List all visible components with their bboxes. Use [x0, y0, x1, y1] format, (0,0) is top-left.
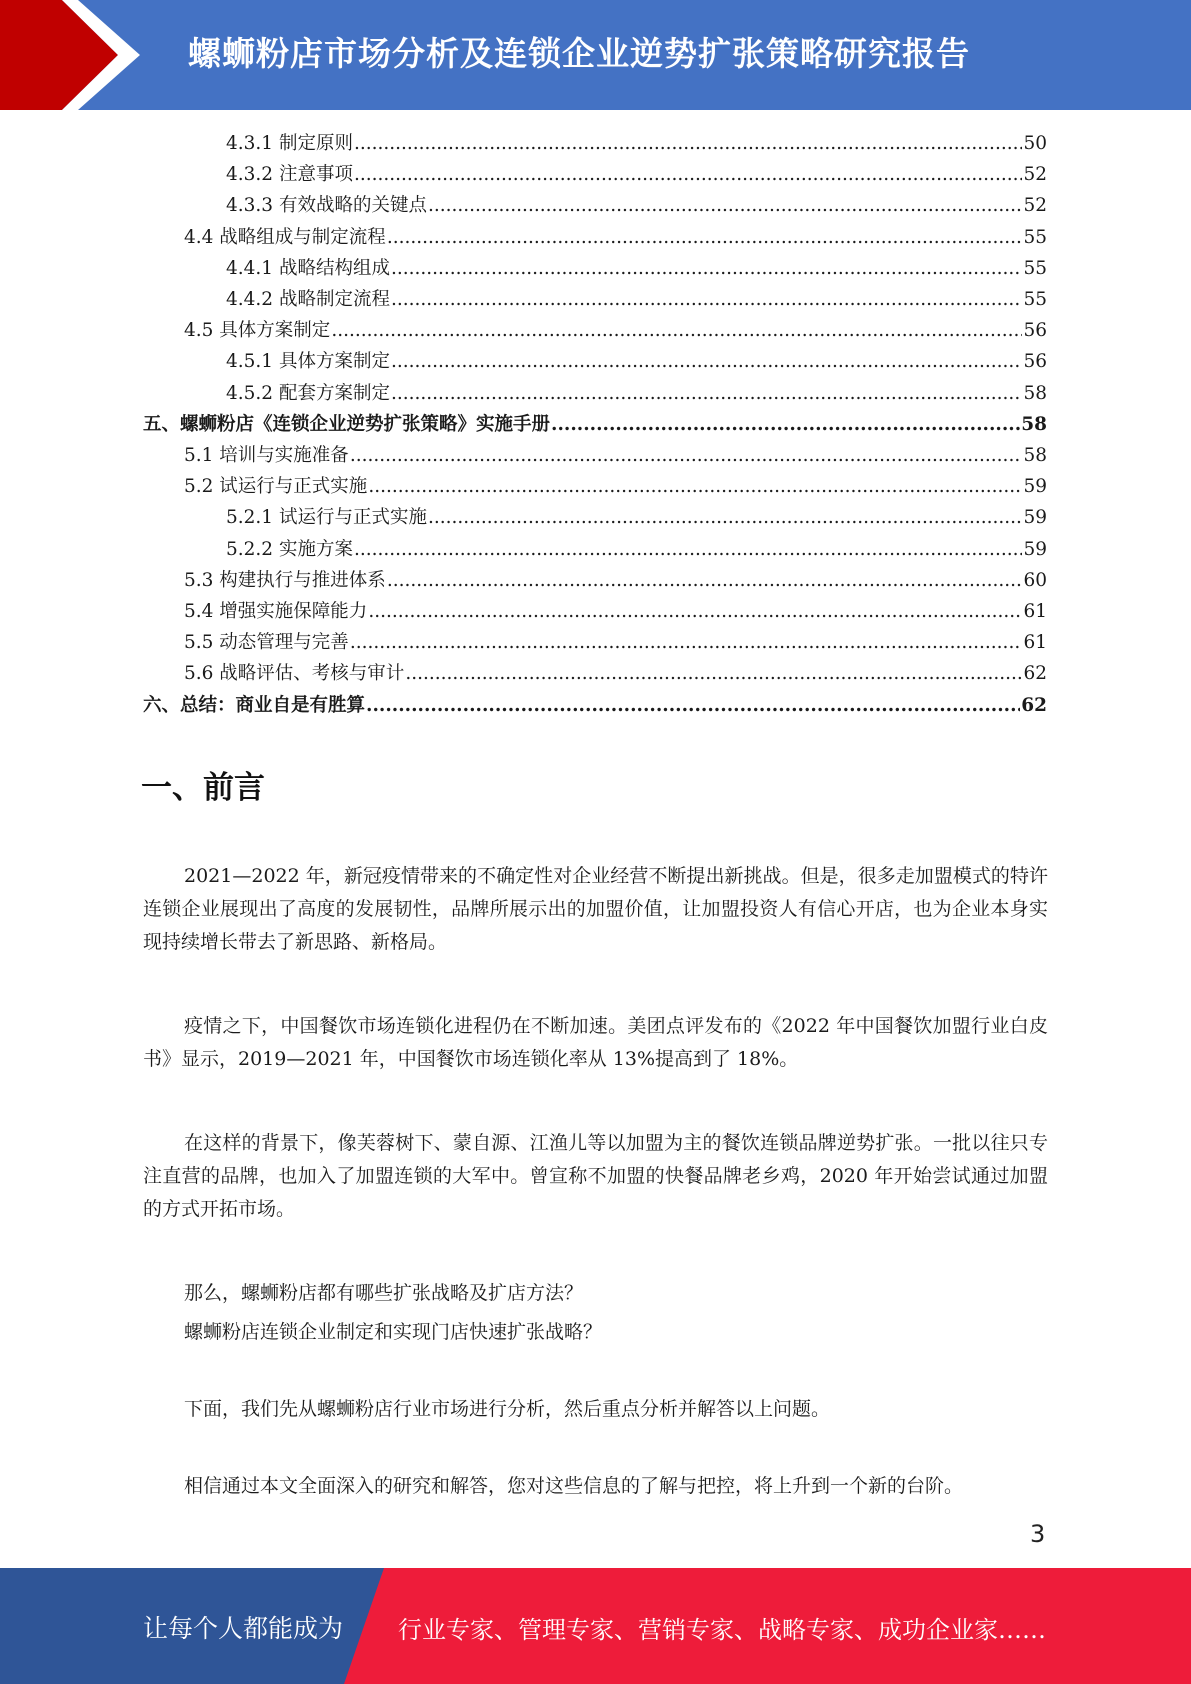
toc-entry[interactable] — [226, 190, 1047, 221]
toc-entry-label: 4.3.2 注意事项 — [226, 164, 353, 186]
toc-leader-dots — [368, 596, 1022, 627]
toc-entry-label: 5.4 增强实施保障能力 — [184, 601, 368, 622]
closing-line-2: 相信通过本文全面深入的研究和解答，您对这些信息的了解与把控，将上升到一个新的台阶。 — [184, 1475, 964, 1497]
toc-entry-label: 5.2 试运行与正式实施 — [184, 476, 368, 498]
toc-entry-page: 52 — [1023, 195, 1047, 217]
toc-entry-page: 59 — [1023, 538, 1047, 560]
toc-entry-label: 4.4.1 战略结构组成 — [226, 257, 390, 279]
section-heading: 一、前言 — [141, 770, 265, 806]
toc-leader-dots — [331, 315, 1022, 346]
toc-entry[interactable] — [184, 471, 1047, 502]
toc-entry-label: 4.4 战略组成与制定流程 — [184, 226, 386, 248]
toc-entry-page: 62 — [1021, 694, 1047, 716]
footer-slogan-right: 行业专家、管理专家、营销专家、战略专家、成功企业家…… — [398, 1616, 1046, 1644]
toc-entry-label: 4.5 具体方案制定 — [184, 320, 331, 342]
closing-line-1: 下面，我们先从螺蛳粉店行业市场进行分析，然后重点分析并解答以上问题。 — [184, 1398, 831, 1420]
toc-entry-page: 55 — [1023, 289, 1047, 310]
toc-entry[interactable] — [184, 315, 1047, 346]
toc-leader-dots — [428, 190, 1022, 221]
toc-entry[interactable] — [226, 346, 1047, 377]
footer-slogan-left: 让每个人都能成为 — [143, 1614, 344, 1643]
toc-entry-page: 60 — [1023, 569, 1047, 591]
toc-entry-label: 六、总结：商业自是有胜算 — [143, 694, 366, 716]
toc-leader-dots — [551, 409, 1020, 440]
toc-leader-dots — [354, 128, 1023, 159]
toc-leader-dots — [391, 284, 1022, 315]
toc-entry[interactable] — [143, 690, 1047, 721]
toc-entry-page: 55 — [1023, 257, 1047, 279]
toc-leader-dots — [366, 690, 1020, 721]
toc-entry-label: 5.1 培训与实施准备 — [184, 445, 349, 466]
page-number: 3 — [1030, 1520, 1046, 1548]
toc-leader-dots — [391, 346, 1022, 377]
toc-entry[interactable] — [184, 565, 1047, 596]
toc-entry[interactable] — [184, 658, 1047, 689]
toc-entry-page: 56 — [1023, 320, 1047, 342]
toc-entry[interactable] — [226, 378, 1047, 409]
toc-leader-dots — [354, 534, 1023, 565]
paragraph-1: 2021—2022 年，新冠疫情带来的不确定性对企业经营不断提出新挑战。但是，很多走加盟模式的特许连锁企业展现出了高度的发展韧性，品牌所展示出的加盟价值，让加盟投资人有信心开店，也为企业本身实现持续增长带去了新思路、新格局。 — [143, 865, 1048, 953]
toc-entry-label: 4.3.3 有效战略的关键点 — [226, 195, 427, 217]
toc-leader-dots — [354, 159, 1023, 190]
toc-entry-page: 58 — [1021, 413, 1047, 435]
toc-leader-dots — [387, 565, 1023, 596]
toc-entry-page: 59 — [1023, 476, 1047, 498]
toc-entry[interactable] — [226, 534, 1047, 565]
header-banner — [0, 0, 1191, 110]
toc-entry[interactable] — [226, 253, 1047, 284]
toc-entry-label: 5.3 构建执行与推进体系 — [184, 569, 386, 591]
toc-entry[interactable] — [226, 502, 1047, 533]
toc-leader-dots — [428, 502, 1022, 533]
toc-entry[interactable] — [184, 627, 1047, 658]
header-arrow-decoration — [0, 0, 150, 110]
paragraph-2: 疫情之下，中国餐饮市场连锁化进程仍在不断加速。美团点评发布的《2022 年中国餐饮加盟行业白皮书》显示，2019—2021 年，中国餐饮市场连锁化率从 13%提高到了 18%。 — [143, 1015, 1048, 1070]
toc-entry[interactable] — [184, 596, 1047, 627]
toc-entry[interactable] — [226, 128, 1047, 159]
toc-entry[interactable] — [143, 409, 1047, 440]
toc-entry[interactable] — [226, 284, 1047, 315]
toc-entry-page: 58 — [1023, 445, 1047, 466]
toc-entry-page: 59 — [1023, 507, 1047, 529]
toc-leader-dots — [391, 378, 1022, 409]
toc-entry[interactable] — [226, 159, 1047, 190]
toc-entry-label: 5.2.1 试运行与正式实施 — [226, 507, 427, 529]
toc-entry-label: 五、螺蛳粉店《连锁企业逆势扩张策略》实施手册 — [143, 413, 551, 435]
toc-entry-label: 5.6 战略评估、考核与审计 — [184, 663, 405, 685]
toc-entry-page: 52 — [1023, 164, 1047, 186]
question-2: 螺蛳粉店连锁企业制定和实现门店快速扩张战略？ — [184, 1321, 603, 1343]
question-1: 那么，螺蛳粉店都有哪些扩张战略及扩店方法？ — [184, 1282, 584, 1304]
report-title: 螺蛳粉店市场分析及连锁企业逆势扩张策略研究报告 — [188, 34, 970, 73]
toc-entry-page: 58 — [1023, 382, 1047, 404]
paragraph-3: 在这样的背景下，像芙蓉树下、蒙自源、江渔儿等以加盟为主的餐饮连锁品牌逆势扩张。一批以往只专注直营的品牌，也加入了加盟连锁的大军中。曾宣称不加盟的快餐品牌老乡鸡，2020 年开始尝试通过加盟的方式开拓市场。 — [143, 1132, 1048, 1220]
toc-entry[interactable] — [184, 440, 1047, 471]
toc-entry-page: 61 — [1023, 632, 1047, 654]
toc-entry-label: 4.5.2 配套方案制定 — [226, 382, 390, 404]
toc-entry-page: 56 — [1023, 351, 1047, 373]
toc-leader-dots — [368, 471, 1022, 502]
toc-entry-label: 5.2.2 实施方案 — [226, 538, 353, 560]
toc-entry[interactable] — [184, 222, 1047, 253]
toc-leader-dots — [391, 253, 1022, 284]
toc-entry-page: 62 — [1023, 663, 1047, 685]
toc-entry-label: 4.4.2 战略制定流程 — [226, 289, 390, 310]
toc-entry-label: 4.3.1 制定原则 — [226, 133, 353, 154]
toc-leader-dots — [350, 440, 1023, 471]
toc-leader-dots — [405, 658, 1022, 689]
toc-entry-page: 55 — [1023, 226, 1047, 248]
toc-entry-label: 5.5 动态管理与完善 — [184, 632, 349, 654]
toc-entry-page: 50 — [1023, 133, 1047, 154]
toc-entry-label: 4.5.1 具体方案制定 — [226, 351, 390, 373]
toc-entry-page: 61 — [1023, 601, 1047, 622]
toc-leader-dots — [387, 222, 1023, 253]
toc-leader-dots — [350, 627, 1023, 658]
